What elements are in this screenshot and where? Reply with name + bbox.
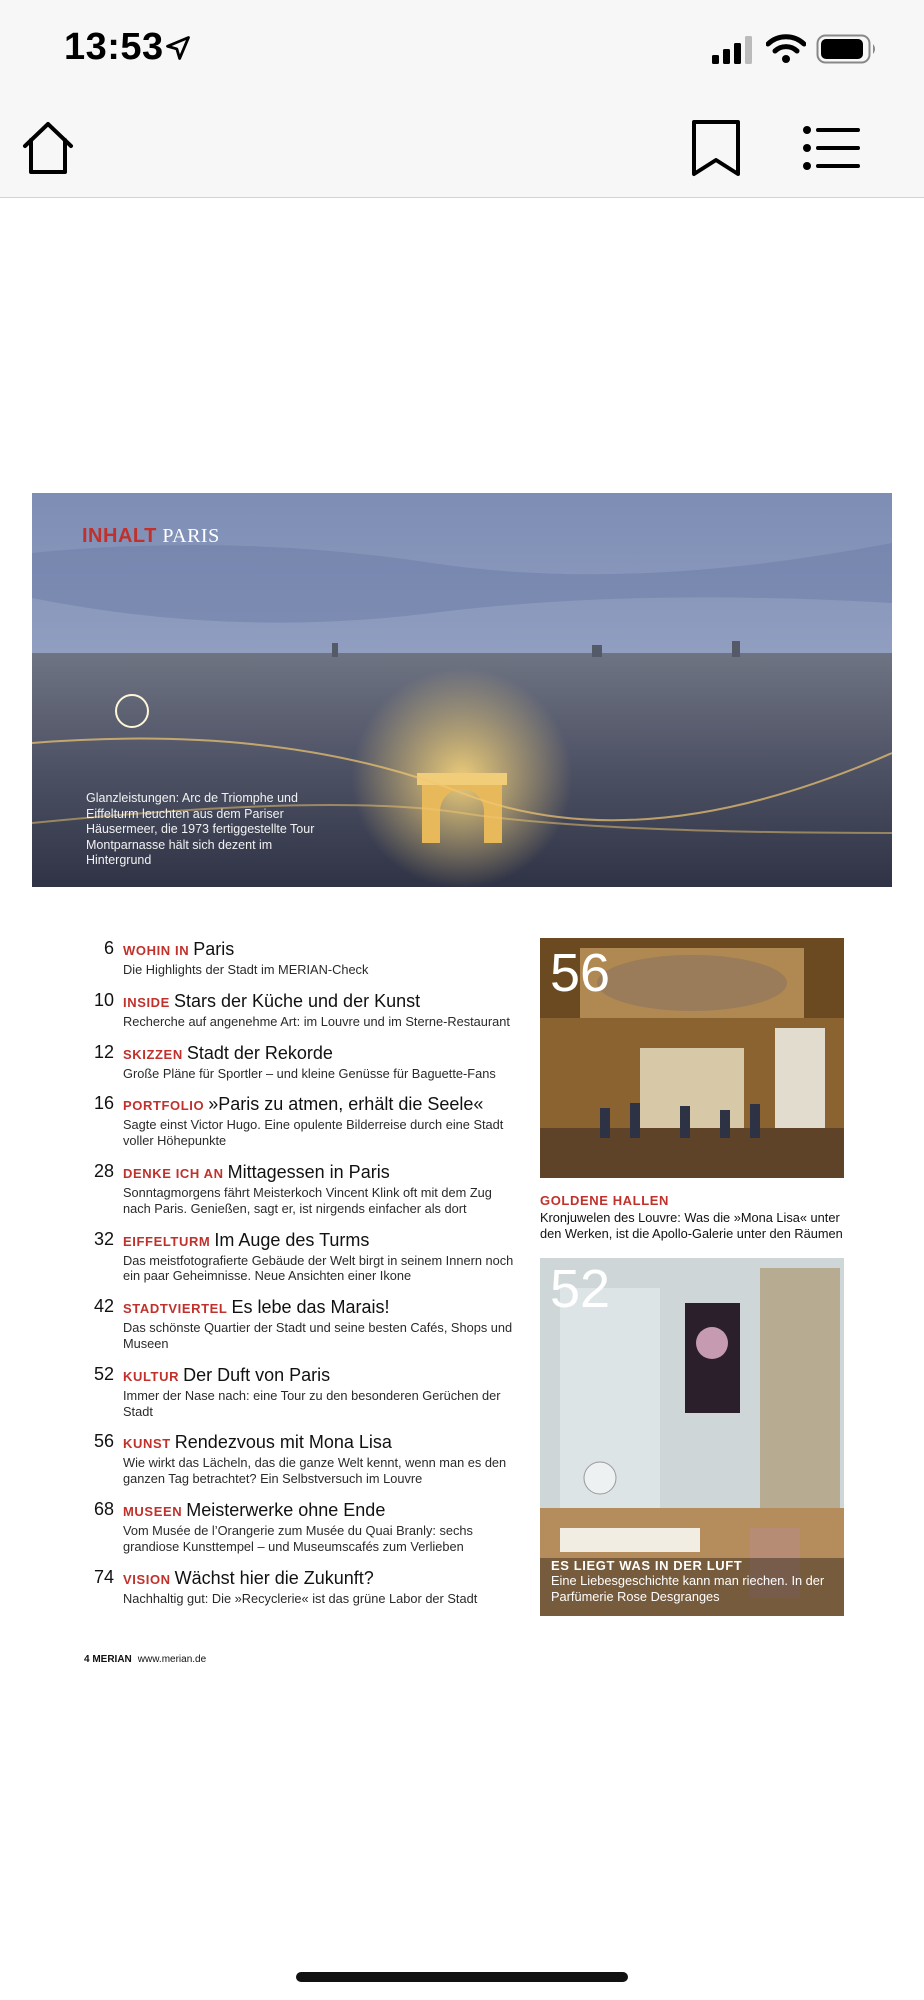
toc-heading [123,1296,522,1320]
location-arrow-icon [164,34,192,62]
toc-title: Rendezvous mit Mona Lisa [174,1432,392,1453]
toc-item[interactable] [72,1296,522,1352]
toc-heading [123,1567,522,1591]
toc-item[interactable] [72,1093,522,1149]
toc-description: Das schönste Quartier der Stadt und seine besten Cafés, Shops und Museen [123,1320,513,1351]
toc-page-number: 42 [93,1296,114,1317]
toc-page-number: 6 [103,938,114,958]
menu-icon[interactable] [798,116,862,180]
toc-title: Mittagessen in Paris [227,1161,390,1182]
toc-title: Im Auge des Turms [214,1229,370,1250]
footer-url[interactable]: www.merian.de [137,1654,207,1665]
toc-item[interactable] [72,1431,522,1487]
section-title-city: PARIS [162,525,220,547]
hero-image-paris-panorama [32,493,892,887]
toc-keyword: VISION [123,1571,171,1587]
section-title [82,525,220,548]
toc-item[interactable] [72,1229,522,1285]
toc-page-number: 52 [93,1363,114,1384]
toc-heading [123,938,522,962]
toc-page-number: 12 [93,1041,114,1062]
status-bar [0,0,924,98]
feature-kicker: ES LIEGT WAS IN DER LUFT [551,1558,743,1573]
toc-item[interactable] [72,1364,522,1420]
home-indicator[interactable] [296,1972,628,1982]
toc-page-number: 56 [93,1431,114,1452]
toc-item[interactable] [72,1567,522,1607]
toc-description: Vom Musée de l’Orangerie zum Musée du Quai Branly: sechs grandiose Kunsttempel – und Museumscafés zum Verlieben [123,1522,473,1554]
toc-description: Sagte einst Victor Hugo. Eine opulente Bilderreise durch eine Stadt voller Höhepunkte [123,1117,504,1149]
toc-heading [123,1431,522,1455]
toc-item[interactable] [72,990,522,1030]
toc-title: Es lebe das Marais! [231,1297,390,1318]
toc-title: Paris [193,939,235,959]
toc-keyword: SKIZZEN [123,1046,183,1062]
toc-item[interactable] [72,1499,522,1555]
toc-page-number: 28 [93,1160,114,1181]
toc-item[interactable] [72,1042,522,1082]
toc-page-number: 32 [93,1228,114,1249]
toc-keyword: KULTUR [123,1368,180,1384]
toc-heading [123,1364,522,1388]
feature-page-number: 52 [550,1259,611,1319]
toc-title: Stars der Küche und der Kunst [173,990,421,1011]
toc-description: Sonntagmorgens fährt Meisterkoch Vincent Klink oft mit dem Zug nach Paris. Genießen, sagt er, ist nirgends einfacher als dort [123,1184,492,1216]
toc-heading [123,1499,522,1523]
toc-page-number: 74 [93,1566,114,1587]
toc-heading [123,1042,522,1066]
toc-title: Der Duft von Paris [183,1364,331,1385]
table-of-contents [72,938,522,1618]
hero-caption: Glanzleistungen: Arc de Triomphe und Eiffelturm leuchten aus dem Pariser Häusermeer, die 1973 fertiggestellte Tour Montparnasse hält sich dezent im Hintergrund [86,791,315,867]
reader-toolbar [0,98,924,198]
toc-keyword: INSIDE [123,994,170,1010]
feature-card-louvre[interactable] [540,938,844,1242]
status-time: 13:53 [64,26,164,68]
wifi-icon [766,32,806,64]
toc-title: Stadt der Rekorde [186,1042,333,1063]
toc-description: Das meistfotografierte Gebäude der Welt birgt in seinem Innern noch ein paar Geheimnisse. Neue Ansichten einer Ikone [123,1252,514,1284]
toc-description: Immer der Nase nach: eine Tour zu den besonderen Gerüchen der Stadt [123,1387,501,1419]
toc-page-number: 10 [93,989,114,1010]
feature-kicker: GOLDENE HALLEN [540,1193,670,1208]
toc-title: Meisterwerke ohne Ende [186,1499,386,1520]
toc-keyword: MUSEEN [123,1503,183,1519]
toc-title: Wächst hier die Zukunft? [174,1567,374,1588]
toc-keyword: DENKE ICH AN [123,1165,224,1181]
toc-keyword: EIFFELTURM [123,1233,211,1249]
toc-description: Recherche auf angenehme Art: im Louvre und im Sterne-Restaurant [123,1013,510,1029]
toc-keyword: STADTVIERTEL [123,1301,228,1317]
bookmark-icon[interactable] [684,116,748,180]
cellular-signal-icon [712,36,754,64]
toc-description: Nachhaltig gut: Die »Recyclerie« ist das grüne Labor der Stadt [123,1590,478,1606]
toc-heading [123,1229,522,1253]
magazine-page[interactable] [0,198,924,2000]
toc-heading [123,990,522,1014]
section-title-keyword: INHALT [82,525,157,547]
toc-item[interactable] [72,1161,522,1217]
battery-icon [816,34,878,64]
toc-page-number: 68 [93,1498,114,1519]
feature-description: Eine Liebesgeschichte kann man riechen. In der Parfümerie Rose Desgranges [551,1573,825,1604]
toc-item[interactable] [72,938,522,978]
toc-page-number: 16 [93,1093,114,1114]
toc-heading [123,1161,522,1185]
toc-keyword: PORTFOLIO [123,1098,205,1114]
feature-page-number: 56 [550,943,611,1003]
toc-heading [123,1093,522,1117]
toc-keyword: KUNST [123,1436,171,1452]
toc-description: Wie wirkt das Lächeln, das die ganze Welt kennt, wenn man es den ganzen Tag betrachtet? Ein Selbstversuch im Louvre [123,1455,507,1487]
home-icon[interactable] [16,116,80,180]
toc-keyword: WOHIN IN [123,943,190,958]
toc-title: »Paris zu atmen, erhält die Seele« [208,1094,484,1115]
toc-description: Große Pläne für Sportler – und kleine Genüsse für Baguette-Fans [123,1065,496,1081]
toc-description: Die Highlights der Stadt im MERIAN-Check [123,962,369,977]
feature-description: Kronjuwelen des Louvre: Was die »Mona Lisa« unter den Werken, ist die Apollo-Galerie unter den Räumen [540,1210,843,1241]
feature-card-perfume[interactable] [540,1258,844,1616]
page-footer [84,1654,206,1665]
footer-page-label: 4 MERIAN [84,1654,132,1665]
